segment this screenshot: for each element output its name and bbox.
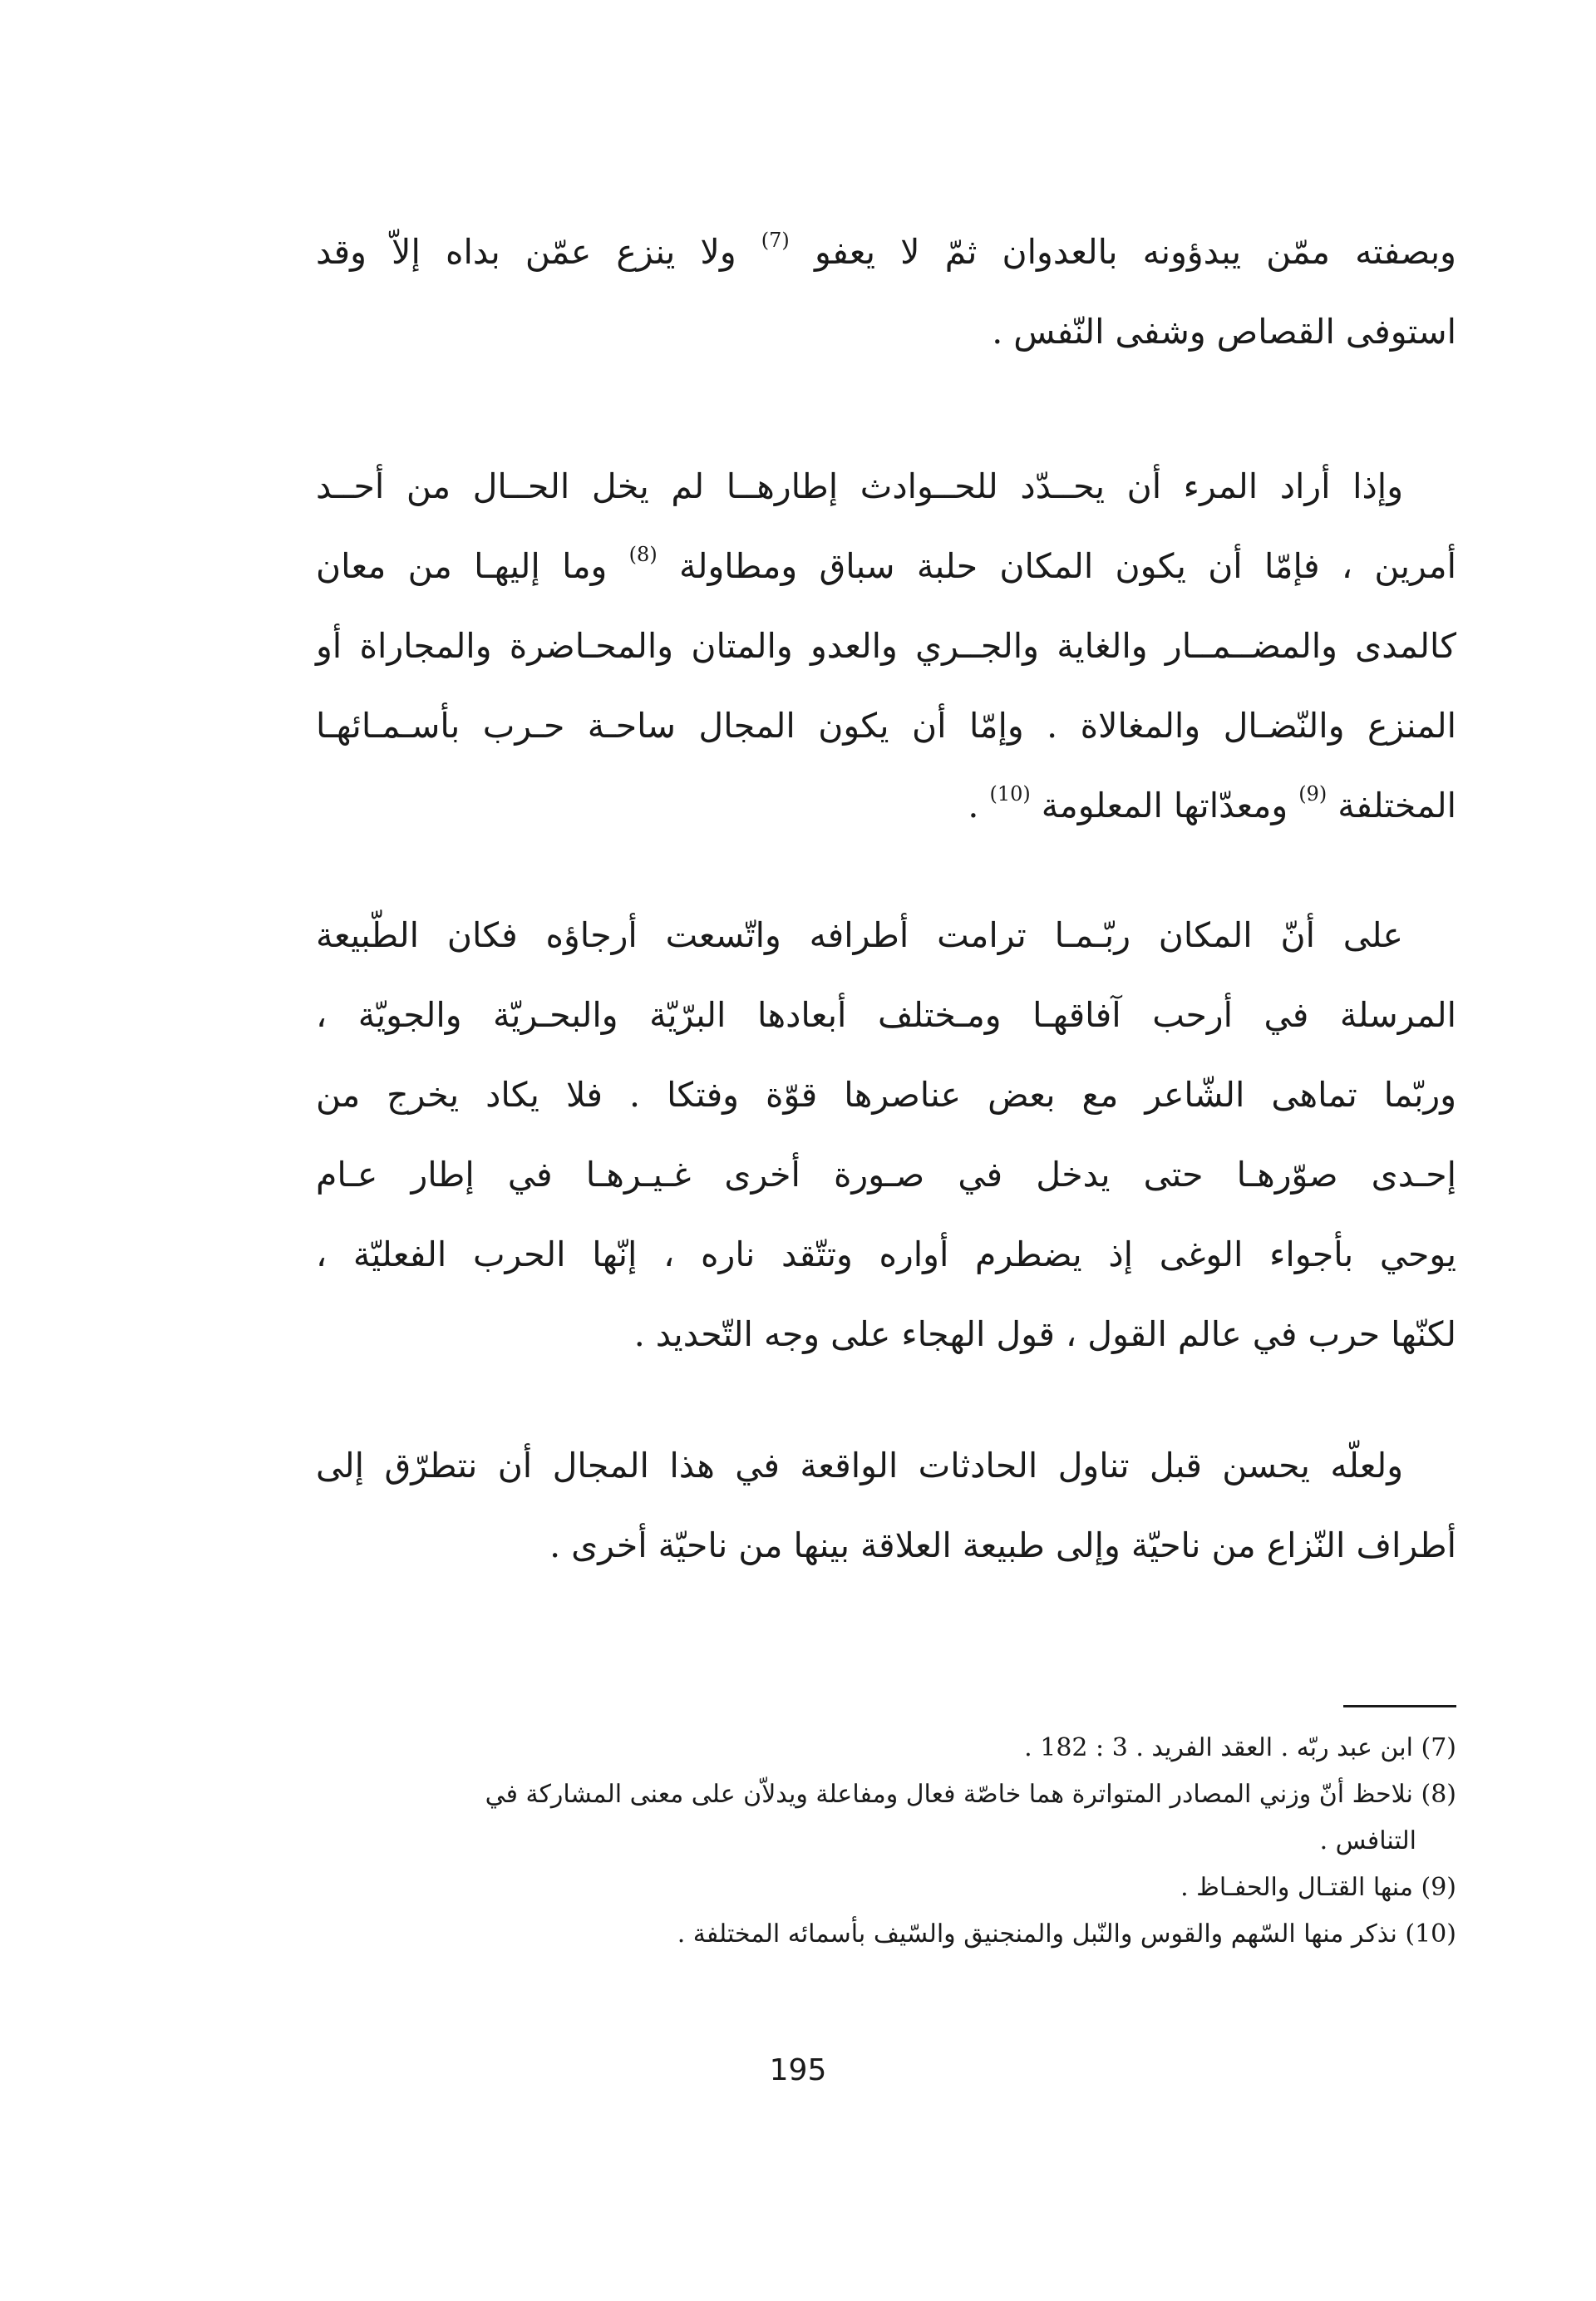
footnote-ref-9: (9) [1298,782,1328,806]
line-text: ولعلّه يحسن قبل تناول الحادثات الواقعة في هذا المجال أن نتطرّق إلى [316,1446,1403,1486]
footnote-9 [313,1865,1456,1911]
paragraph-line: المرسلة في أرحب آفاقهـا ومـختلف أبعادها البرّيّة والبحـريّة والجويّة ، [316,995,1456,1035]
line-text: وما إليهـا من معان [316,546,629,586]
paragraph-1 [316,212,1456,372]
paragraph-line [316,446,1456,526]
paragraph-line: يوحي بأجواء الوغى إذ يضطرم أواره وتتّقد ناره ، إنّها الحرب الفعليّة ، [316,1234,1456,1274]
footnote-7 [313,1725,1456,1771]
line-text: ومعدّاتها المعلومة [1030,786,1299,825]
page-number: 195 [769,2053,827,2087]
paragraph-line [316,895,1456,975]
line-text: ولا ينزع عمّن بداه إلاّ وقد [316,232,761,272]
line-text: أمرين ، فإمّا أن يكون المكان حلبة سباق ومطاولة [679,546,1456,586]
footnote-number: (9) [1421,1873,1456,1902]
line-text: وبصفته ممّن يبدؤونه بالعدوان ثمّ لا يعفو [814,232,1456,272]
paragraph-2 [316,446,1456,845]
footnote-number: (8) [1421,1780,1456,1809]
paragraph-4 [316,1426,1456,1585]
footnote-divider [1343,1705,1456,1707]
paragraph-line: إحـدى صوّرهـا حتى يدخل في صـورة أخرى غـيـرهـا في إطار عـام [316,1155,1456,1195]
line-text: على أنّ المكان ربّـمـا ترامت أطرافه واتّسعت أرجاؤه فكان الطّبيعة [316,915,1403,955]
paragraph-line: لكنّها حرب في عالم القول ، قول الهجاء على وجه التّحديد . [633,1314,1456,1354]
paragraph-line: كالمدى والمضــمــار والغاية والجــري والعدو والمتان والمحـاضرة والمجاراة أو [316,626,1456,666]
paragraph-line [316,526,1456,606]
footnote-text: ابن عبد ربّه . العقد الفريد . 3 : 182 . [1024,1733,1413,1762]
line-text: المختلفة [1337,786,1456,825]
footnote-text-continued: التنافس . [1319,1826,1416,1855]
paragraph-line: أطراف النّزاع من ناحيّة وإلى طبيعة العلاقة بينها من ناحيّة أخرى . [549,1525,1456,1565]
footnote-8 [313,1771,1456,1865]
paragraph-line: استوفى القصاص وشفى النّفس . [992,312,1456,352]
paragraph-line: المنزع والنّضـال والمغالاة . وإمّا أن يكون المجال ساحـة حـرب بأسـمـائهـا [316,706,1456,746]
footnote-10 [313,1911,1456,1958]
paragraph-3 [316,895,1456,1374]
paragraph-line: وربّما تماهى الشّاعر مع بعض عناصرها قوّة وفتكا . فلا يكاد يخرج من [316,1075,1456,1115]
paragraph-line [316,1426,1456,1505]
footnote-text: نذكر منها السّهم والقوس والنّبل والمنجنيق والسّيف بأسمائه المختلفة . [677,1919,1397,1949]
line-text: . [968,786,990,825]
footnotes-section [313,1725,1456,1958]
paragraph-line [316,766,1456,845]
footnote-ref-10: (10) [989,782,1031,806]
footnote-ref-7: (7) [761,229,790,252]
line-text: وإذا أراد المرء أن يحــدّد للحــوادث إطارهــا لم يخل الحــال من أحــد [316,466,1403,506]
footnote-number: (7) [1421,1733,1456,1762]
footnote-number: (10) [1405,1919,1456,1949]
footnote-ref-8: (8) [628,543,658,566]
paragraph-line [316,212,1456,292]
footnote-text: نلاحظ أنّ وزني المصادر المتواترة هما خاصّة فعال ومفاعلة ويدلاّن على معنى المشاركة في [485,1780,1413,1809]
footnote-text: منها القتـال والحفـاظ . [1180,1873,1413,1902]
